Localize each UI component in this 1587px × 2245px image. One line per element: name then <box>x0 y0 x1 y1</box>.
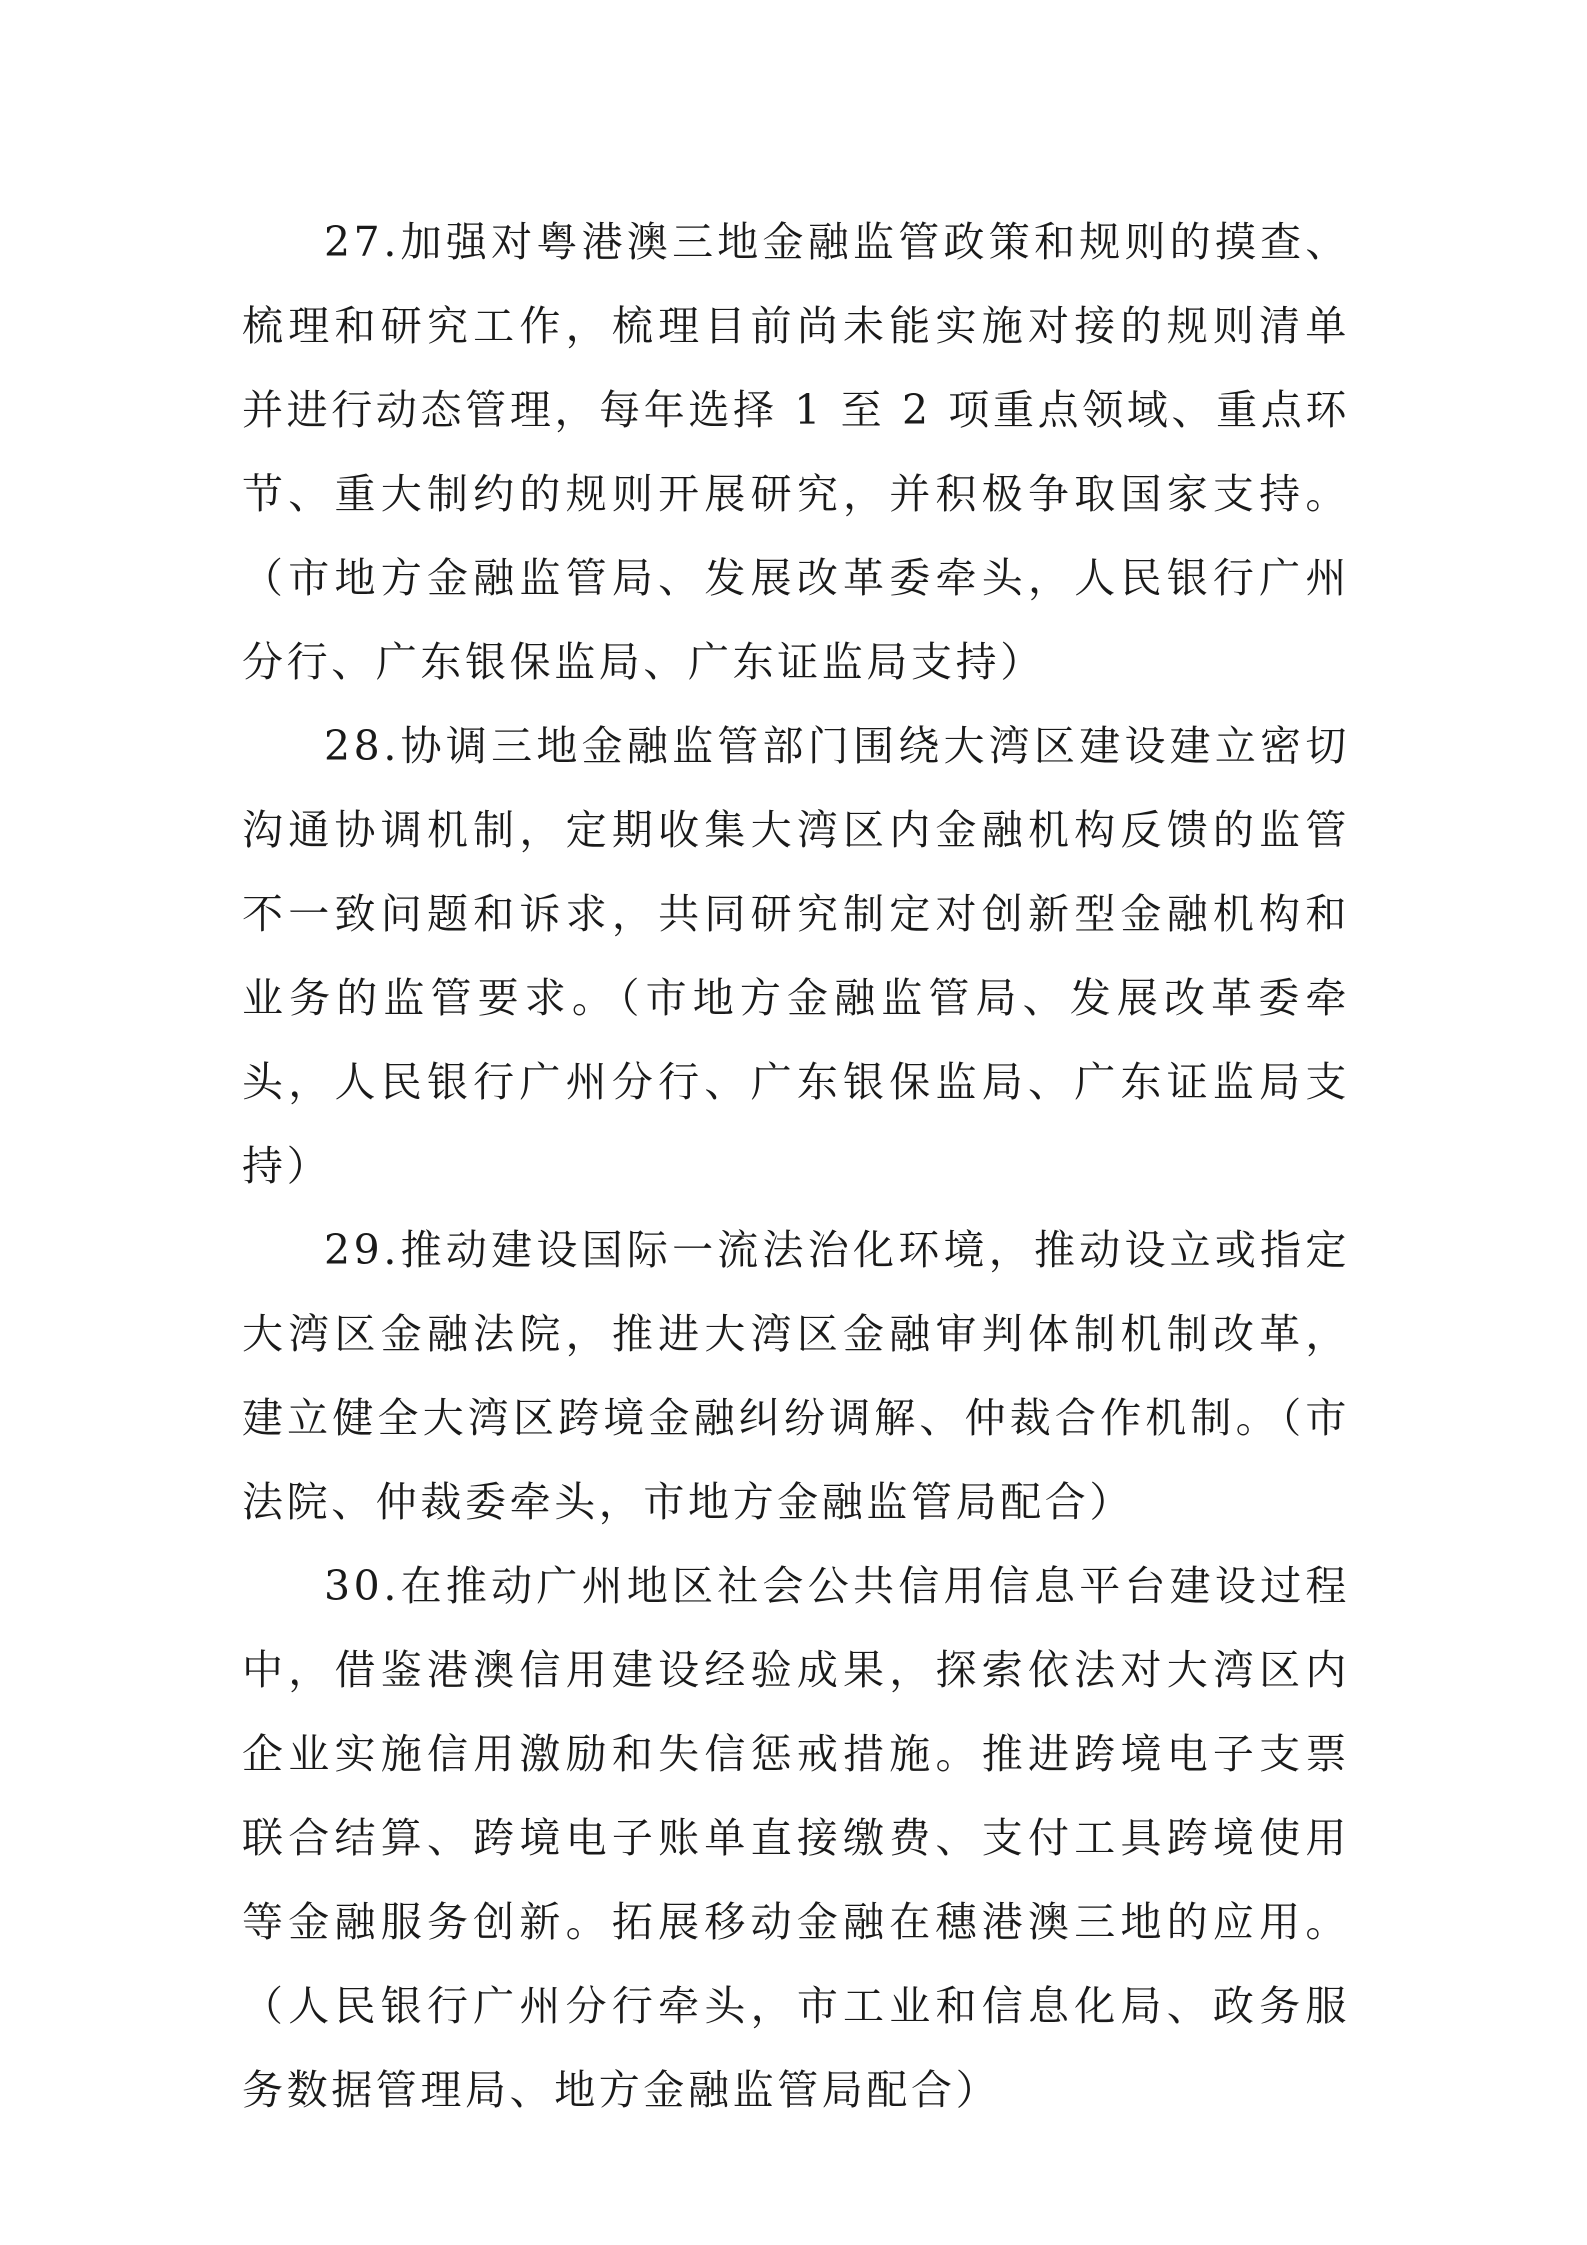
paragraph-item-27: 27.加强对粤港澳三地金融监管政策和规则的摸查、梳理和研究工作，梳理目前尚未能实施对接的规则清单并进行动态管理，每年选择 1 至 2 项重点领域、重点环节、重大制约的规则开展研究，并积极争取国家支持。（市地方金融监管局、发展改革委牵头，人民银行广州分行、广东银保监局、广东证监局支持） <box>242 218 1350 686</box>
paragraph-item-30: 30.在推动广州地区社会公共信用信息平台建设过程中，借鉴港澳信用建设经验成果，探索依法对大湾区内企业实施信用激励和失信惩戒措施。推进跨境电子支票联合结算、跨境电子账单直接缴费、支付工具跨境使用等金融服务创新。拓展移动金融在穗港澳三地的应用。（人民银行广州分行牵头，市工业和信息化局、政务服务数据管理局、地方金融监管局配合） <box>242 1562 1350 2114</box>
paragraph-item-28: 28.协调三地金融监管部门围绕大湾区建设建立密切沟通协调机制，定期收集大湾区内金融机构反馈的监管不一致问题和诉求，共同研究制定对创新型金融机构和业务的监管要求。（市地方金融监管局、发展改革委牵头，人民银行广州分行、广东银保监局、广东证监局支持） <box>242 722 1350 1190</box>
document-body <box>242 200 1350 2132</box>
paragraph-item-29: 29.推动建设国际一流法治化环境，推动设立或指定大湾区金融法院，推进大湾区金融审判体制机制改革，建立健全大湾区跨境金融纠纷调解、仲裁合作机制。（市法院、仲裁委牵头，市地方金融监管局配合） <box>242 1226 1350 1526</box>
